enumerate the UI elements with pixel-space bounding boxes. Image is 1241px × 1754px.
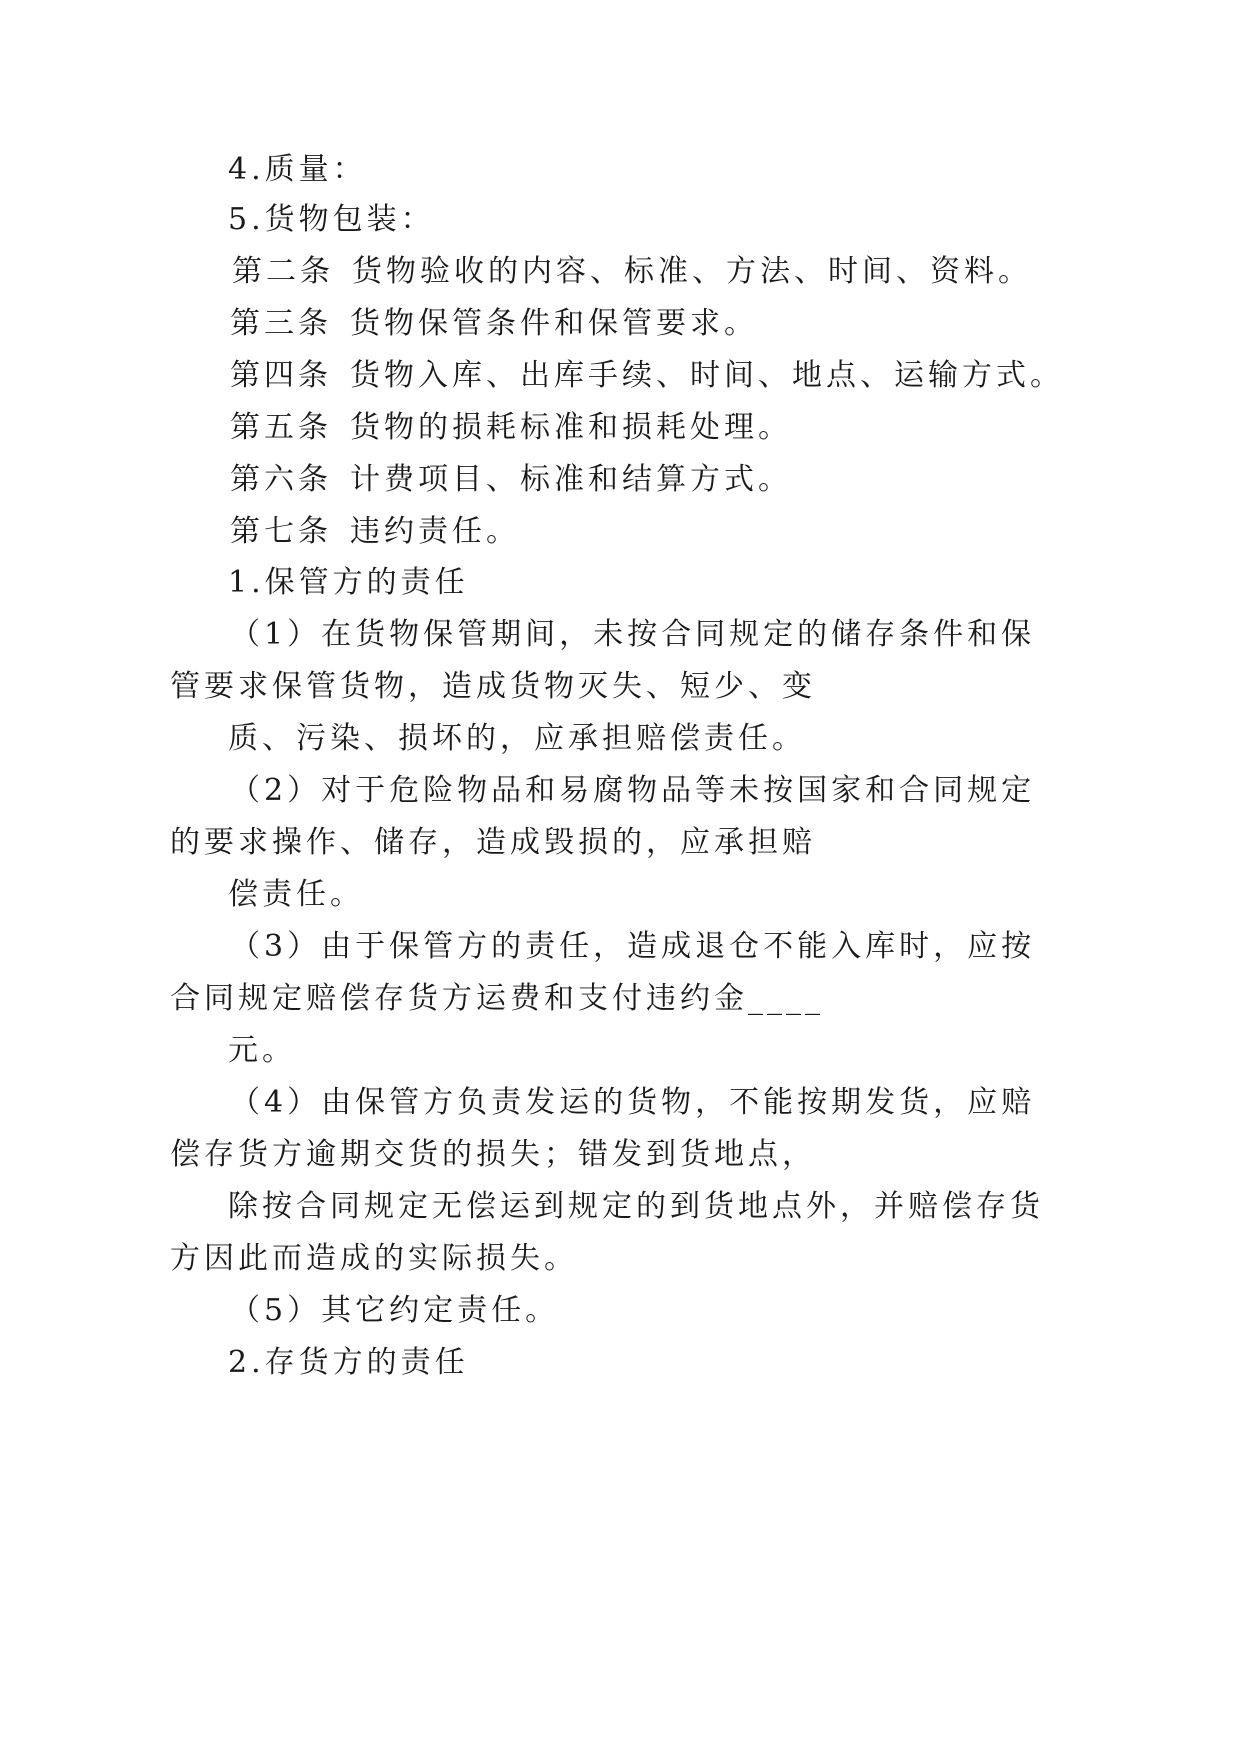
depositor-liability-heading: 2.存货方的责任: [228, 1345, 469, 1380]
clause-1-line-2: 管要求保管货物，造成货物灭失、短少、变: [170, 669, 816, 704]
clause-3-line-2: 合同规定赔偿存货方运费和支付违约金____: [170, 981, 824, 1016]
article-3-text: 货物保管条件和保管要求。: [350, 306, 758, 341]
article-2: [232, 252, 1032, 292]
clause-2-line-1: （2）对于危险物品和易腐物品等未按国家和合同规定: [230, 773, 1036, 808]
clause-5: （5）其它约定责任。: [230, 1293, 560, 1328]
clause-4-line-3: 除按合同规定无偿运到规定的到货地点外，并赔偿存货: [228, 1189, 1044, 1224]
article-5: [230, 408, 792, 448]
article-3-number: 第三条: [230, 306, 332, 341]
clause-1-line-1: （1）在货物保管期间，未按合同规定的储存条件和保: [230, 617, 1036, 652]
clause-2-line-2: 的要求操作、储存，造成毁损的，应承担赔: [170, 825, 816, 860]
clause-4-line-4: 方因此而造成的实际损失。: [170, 1241, 578, 1276]
clause-3-line-3: 元。: [228, 1033, 296, 1068]
article-7: [230, 512, 520, 552]
article-2-text: 货物验收的内容、标准、方法、时间、资料。: [352, 254, 1032, 289]
article-3: [230, 304, 758, 344]
article-7-number: 第七条: [230, 514, 332, 549]
custodian-liability-heading: 1.保管方的责任: [228, 565, 469, 600]
article-4-text: 货物入库、出库手续、时间、地点、运输方式。: [350, 358, 1064, 393]
article-5-text: 货物的损耗标准和损耗处理。: [350, 410, 792, 445]
article-2-number: 第二条: [232, 254, 334, 289]
packaging-item: 5.货物包装：: [228, 202, 435, 237]
article-4: [230, 356, 1064, 396]
article-7-text: 违约责任。: [350, 514, 520, 549]
clause-4-line-2: 偿存货方逾期交货的损失；错发到货地点，: [170, 1137, 816, 1172]
quality-item: 4.质量：: [228, 152, 367, 187]
clause-2-line-3: 偿责任。: [228, 877, 364, 912]
article-6-text: 计费项目、标准和结算方式。: [350, 462, 792, 497]
article-4-number: 第四条: [230, 358, 332, 393]
clause-4-line-1: （4）由保管方负责发运的货物，不能按期发货，应赔: [230, 1085, 1036, 1120]
clause-3-line-1: （3）由于保管方的责任，造成退仓不能入库时，应按: [230, 929, 1036, 964]
article-6-number: 第六条: [230, 462, 332, 497]
article-5-number: 第五条: [230, 410, 332, 445]
article-6: [230, 460, 792, 500]
clause-1-line-3: 质、污染、损坏的，应承担赔偿责任。: [228, 721, 806, 756]
